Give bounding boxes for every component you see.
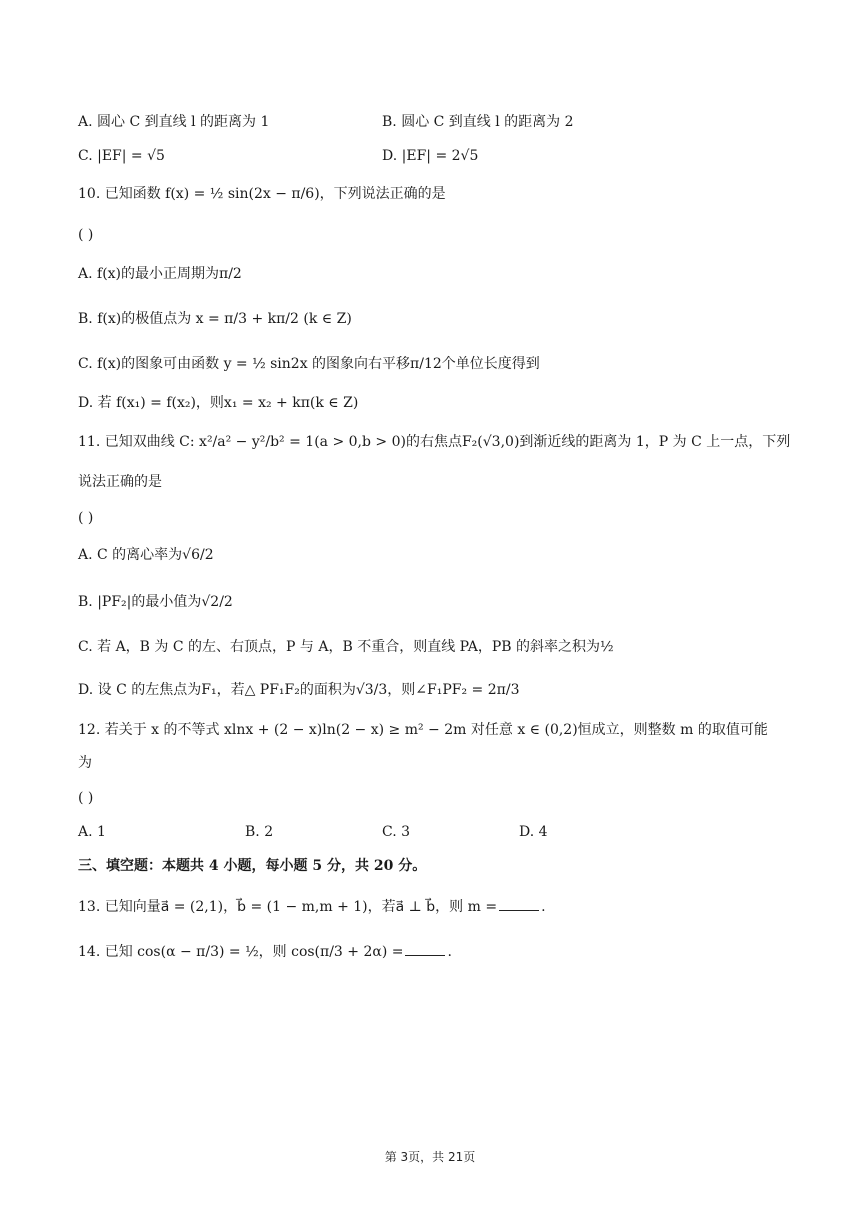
q14-answer-blank[interactable] (405, 941, 445, 956)
q12-option-a: A. 1 (78, 824, 106, 840)
q10-stem: 10. 已知函数 f(x) = ½ sin(2x − π/6)，下列说法正确的是 (78, 186, 446, 202)
q10-answer-paren: ( ) (78, 227, 94, 243)
q12-stem-line1: 12. 若关于 x 的不等式 xlnx + (2 − x)ln(2 − x) ≥ m² − 2m 对任意 x ∈ (0,2)恒成立，则整数 m 的取值可能 (78, 722, 768, 738)
q11-option-b: B. |PF₂|的最小值为√2/2 (78, 594, 233, 610)
q13-answer-blank[interactable] (499, 896, 539, 911)
q12-option-d: D. 4 (519, 824, 548, 840)
q9-option-a: A. 圆心 C 到直线 l 的距离为 1 (78, 114, 270, 130)
q13-text: 13. 已知向量a⃗ = (2,1)，b⃗ = (1 − m,m + 1)，若a⃗ ⊥ b⃗，则 m = (78, 899, 498, 915)
q12-answer-paren: ( ) (78, 790, 94, 806)
page-footer: 第 3页，共 21页 (384, 1150, 476, 1164)
q12-option-c: C. 3 (382, 824, 411, 840)
section-heading: 三、填空题：本题共 4 小题，每小题 5 分，共 20 分。 (78, 858, 427, 874)
q11-stem-line2: 说法正确的是 (78, 474, 162, 490)
q11-answer-paren: ( ) (78, 510, 94, 526)
q12-stem-line2: 为 (78, 755, 92, 771)
q10-option-c: C. f(x)的图象可由函数 y = ½ sin2x 的图象向右平移π/12个单位长度得到 (78, 356, 540, 372)
q11-option-c: C. 若 A，B 为 C 的左、右顶点，P 与 A，B 不重合，则直线 PA，PB 的斜率之积为½ (78, 639, 614, 655)
q10-option-d: D. 若 f(x₁) = f(x₂)，则x₁ = x₂ + kπ(k ∈ Z) (78, 395, 359, 411)
q9-option-d: D. |EF| = 2√5 (382, 148, 479, 164)
question-13 (78, 896, 546, 917)
question-14 (78, 941, 452, 962)
q9-option-b: B. 圆心 C 到直线 l 的距离为 2 (382, 114, 574, 130)
q11-option-d: D. 设 C 的左焦点为F₁，若△ PF₁F₂的面积为√3/3，则∠F₁PF₂ = 2π/3 (78, 682, 520, 698)
q12-option-b: B. 2 (245, 824, 274, 840)
q10-option-b: B. f(x)的极值点为 x = π/3 + kπ/2 (k ∈ Z) (78, 311, 352, 327)
q14-text: 14. 已知 cos(α − π/3) = ½，则 cos(π/3 + 2α) = (78, 944, 404, 960)
q9-option-c: C. |EF| = √5 (78, 148, 165, 164)
q10-option-a: A. f(x)的最小正周期为π/2 (78, 266, 242, 282)
q13-end: . (541, 899, 546, 915)
q11-stem-line1: 11. 已知双曲线 C: x²/a² − y²/b² = 1(a > 0,b > 0)的右焦点F₂(√3,0)到渐近线的距离为 1，P 为 C 上一点，下列 (78, 434, 791, 450)
q14-end: . (447, 944, 452, 960)
q11-option-a: A. C 的离心率为√6/2 (78, 547, 214, 563)
